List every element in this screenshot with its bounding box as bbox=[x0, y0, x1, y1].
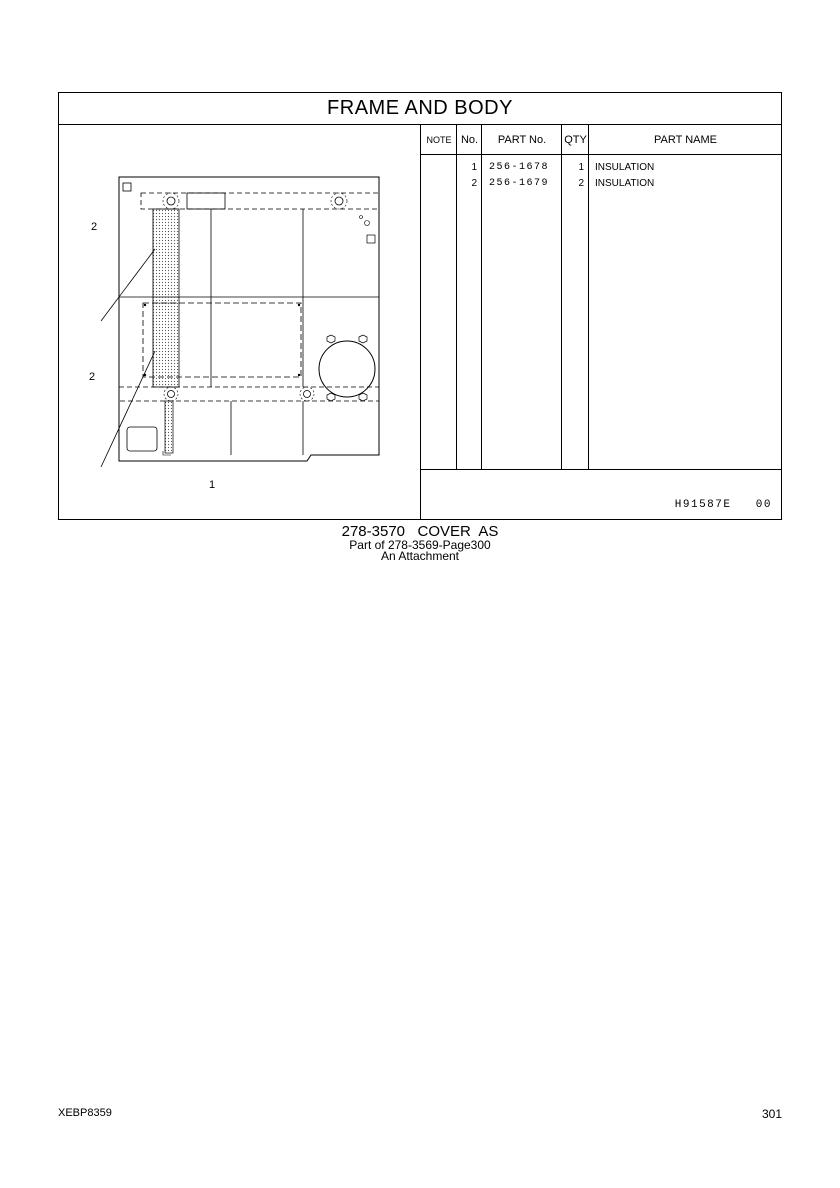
col-qty bbox=[562, 125, 589, 469]
header-part-name: PART NAME bbox=[589, 125, 782, 155]
row-part-name: INSULATION bbox=[595, 162, 655, 173]
page-number: 301 bbox=[761, 1107, 782, 1121]
row-qty: 1 bbox=[578, 162, 584, 173]
parts-table bbox=[421, 125, 782, 469]
row-part-no: 256-1678 bbox=[489, 162, 550, 173]
reference-code: H91587E 00 bbox=[674, 499, 772, 511]
col-part-no bbox=[482, 125, 562, 469]
assembly-title: 278-3570 COVER AS bbox=[341, 523, 499, 540]
header-part-no: PART No. bbox=[482, 125, 562, 155]
col-note bbox=[421, 125, 457, 469]
callout-label: 2 bbox=[89, 371, 96, 383]
reference-box bbox=[421, 469, 782, 519]
callout-label: 1 bbox=[209, 479, 216, 491]
row-qty: 2 bbox=[578, 178, 584, 189]
parts-sheet bbox=[58, 92, 782, 520]
document-code: XEBP8359 bbox=[58, 1107, 112, 1119]
cover-drawing bbox=[59, 125, 419, 517]
header-note: NOTE bbox=[421, 125, 457, 155]
assembly-type: An Attachment bbox=[380, 549, 460, 563]
row-part-no: 256-1679 bbox=[489, 178, 550, 189]
parts-illustration bbox=[59, 125, 421, 519]
row-part-name: INSULATION bbox=[595, 178, 655, 189]
col-no bbox=[457, 125, 482, 469]
assembly-parent: Part of 278-3569-Page300 bbox=[349, 538, 491, 552]
sheet-title: FRAME AND BODY bbox=[59, 93, 781, 125]
row-no: 1 bbox=[471, 162, 477, 173]
header-qty: QTY bbox=[562, 125, 589, 155]
callout-label: 2 bbox=[91, 221, 98, 233]
header-no: No. bbox=[457, 125, 482, 155]
row-no: 2 bbox=[471, 178, 477, 189]
